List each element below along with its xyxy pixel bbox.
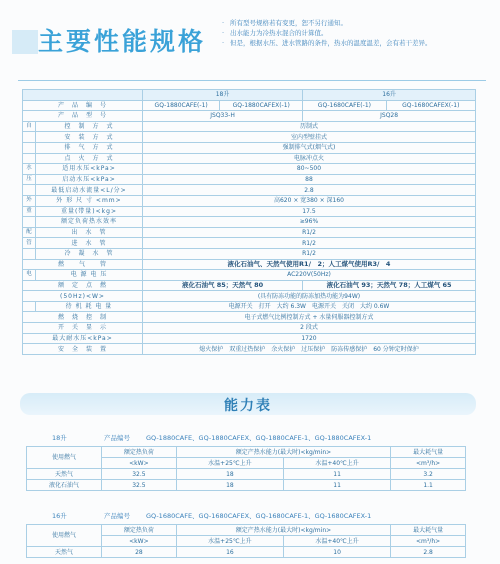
table-row: <kW> 水温+25℃上升 水温+40℃上升 <m³/h> bbox=[27, 458, 466, 469]
table-row: 产 品 编 号 GQ-1880CAFE(-1) GQ-1880CAFEX(-1) GQ-1680CAFE(-1) GQ-1680CAFEX(-1) bbox=[23, 100, 476, 111]
cap18-models: GQ-1880CAFE、GQ-1880CAFEX、GQ-1880CAFE-1、GQ-1880CAFEX-1 bbox=[146, 434, 372, 442]
table-row: 开 关 显 示 2 段式 bbox=[23, 323, 476, 334]
table-row: 燃 烧 控 制 电子式燃气比例控制方式 + 水量伺服器控制方式 bbox=[23, 312, 476, 323]
table-row: 自 控 制 方 式 历制式 bbox=[23, 121, 476, 132]
table-row: 安 装 方 式 室内型壁挂式 bbox=[23, 132, 476, 143]
table-row: 额 定 点 燃 液化石油气 85；天然气 80 液化石油气 93；天然气 78；人工煤气 65 bbox=[23, 280, 476, 291]
table-row: 液化石油气 32.5 18 11 1.1 bbox=[27, 480, 466, 491]
table-row: 额定负荷热水效率 ≥96% bbox=[23, 217, 476, 228]
capability-table-16l bbox=[26, 524, 466, 558]
table-row: 水 适用水压<kPa> 80~500 bbox=[23, 164, 476, 175]
table-row: 压 启动水压<kPa> 88 bbox=[23, 174, 476, 185]
page-title: 主要性能规格 bbox=[38, 27, 207, 56]
cap18-model-label: 产品编号 bbox=[104, 434, 130, 442]
table-row: 最低启动水流量<L/分> 2.8 bbox=[23, 185, 476, 196]
cap18-size: 18升 bbox=[52, 434, 67, 442]
table-row: 使用燃气 额定热负荷 额定产热水能力(最大时)<kg/min> 最大耗气量 bbox=[27, 447, 466, 458]
note-item: · 所有型号规格若有变更，恕不另行通知。 bbox=[222, 19, 347, 27]
table-row: 安 全 装 置 熄火保护 双重过热保护 余火保护 过压保护 防冻传感保护 60 分钟定时保护 bbox=[23, 344, 476, 355]
table-row: 外 外 形 尺 寸 <mm> 高620 × 宽380 × 深160 bbox=[23, 195, 476, 206]
table-row: 重 重量(带量)<kg> 17.5 bbox=[23, 206, 476, 217]
capability-title: 能力表 bbox=[224, 398, 272, 414]
table-row: 管 进 水 管 R1/2 bbox=[23, 238, 476, 249]
cap16-models: GQ-1680CAFE、GQ-1680CAFEX、GQ-1680CAFE-1、GQ-1680CAFEX-1 bbox=[146, 512, 372, 520]
table-row: 排 气 方 式 强制排气式(烟气式) bbox=[23, 142, 476, 153]
table-row: 产 品 型 号 JSQ33-H JSQ28 bbox=[23, 111, 476, 122]
table-row: <kW> 水温+25℃上升 水温+40℃上升 <m³/h> bbox=[27, 536, 466, 547]
table-row: 配 出 水 管 R1/2 bbox=[23, 227, 476, 238]
table-row: (50Hz)<W> (具有防冻功能的防冻加热功能为94W) bbox=[23, 291, 476, 302]
table-row: 天然气 32.5 18 11 3.2 bbox=[27, 469, 466, 480]
table-row: 电 电 源 电 压 AC220V(50Hz) bbox=[23, 270, 476, 281]
table-row: 天然气 28 16 10 2.8 bbox=[27, 547, 466, 558]
table-row: 最大耐水压<kPa> 1720 bbox=[23, 333, 476, 344]
table-row: 18升 16升 bbox=[23, 90, 476, 101]
notes-list bbox=[222, 18, 432, 48]
cap16-size: 16升 bbox=[52, 512, 67, 520]
table-row: 冷 凝 水 管 R1/2 bbox=[23, 248, 476, 259]
spec-table bbox=[22, 89, 476, 355]
table-row: 待 机 耗 电 量 电源开关 打开 大约 6.3W 电源开关 关闭 大约 0.6W bbox=[23, 301, 476, 312]
title-accent-block bbox=[12, 30, 38, 54]
cap16-model-label: 产品编号 bbox=[104, 512, 130, 520]
capability-banner bbox=[20, 393, 476, 415]
divider bbox=[18, 80, 486, 81]
table-row: 燃 气 管 液化石油气、天然气使用R1/ 2；人工煤气使用R3/ 4 bbox=[23, 259, 476, 270]
capability-table-18l bbox=[26, 446, 466, 491]
table-row: 使用燃气 额定热负荷 额定产热水能力(最大时)<kg/min> 最大耗气量 bbox=[27, 525, 466, 536]
note-item: · 但是，根据水压、进水管路的条件，热水的温度温差，会有若干差异。 bbox=[222, 39, 432, 47]
note-item: · 出水能力为冷热水混合的计算值。 bbox=[222, 29, 328, 37]
table-row: 点 火 方 式 电脉冲点火 bbox=[23, 153, 476, 164]
